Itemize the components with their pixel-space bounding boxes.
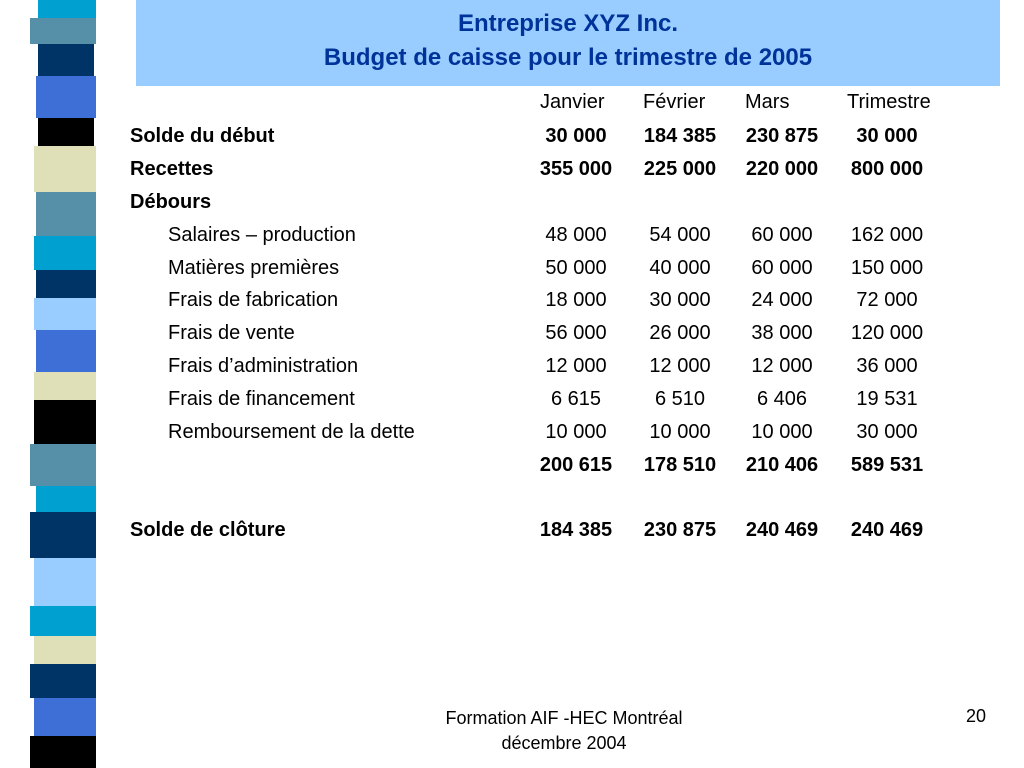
table-cell: 120 000 xyxy=(850,322,924,344)
table-cell: 162 000 xyxy=(850,224,924,246)
table-cell: 150 000 xyxy=(850,257,924,279)
slide-footer xyxy=(384,706,744,756)
table-cell: 10 000 xyxy=(545,421,607,443)
stripe-block xyxy=(30,512,96,558)
total-debours-cell: 210 406 xyxy=(745,454,819,476)
table-cell: 230 875 xyxy=(643,519,717,541)
row-label-salaires-production: Salaires – production xyxy=(168,224,356,246)
table-cell: 30 000 xyxy=(856,421,918,443)
stripe-block xyxy=(38,0,96,18)
stripe-block xyxy=(30,606,96,636)
table-cell: 18 000 xyxy=(545,289,607,311)
row-label-frais-vente: Frais de vente xyxy=(168,322,295,344)
table-cell: 10 000 xyxy=(751,421,813,443)
table-cell: 40 000 xyxy=(649,257,711,279)
stripe-block xyxy=(36,76,96,118)
page-number: 20 xyxy=(966,706,987,726)
table-cell: 12 000 xyxy=(649,355,711,377)
table-cell: 6 615 xyxy=(550,388,602,410)
table-cell: 26 000 xyxy=(649,322,711,344)
footer-organization: Formation AIF -HEC Montréal xyxy=(445,708,683,728)
table-cell: 184 385 xyxy=(539,519,613,541)
title-bar xyxy=(136,0,1000,86)
row-label-remboursement-dette: Remboursement de la dette xyxy=(168,421,415,443)
row-label-solde-cloture: Solde de clôture xyxy=(130,519,286,541)
table-cell: 48 000 xyxy=(545,224,607,246)
stripe-block xyxy=(34,636,96,664)
stripe-block xyxy=(34,236,96,270)
row-label-solde-debut: Solde du début xyxy=(130,125,275,147)
total-debours-cell: 589 531 xyxy=(850,454,924,476)
stripe-block xyxy=(34,372,96,400)
table-cell: 36 000 xyxy=(856,355,918,377)
stripe-block xyxy=(34,298,96,330)
row-label-recettes: Recettes xyxy=(130,158,214,180)
table-cell: 60 000 xyxy=(751,257,813,279)
table-cell: 800 000 xyxy=(850,158,924,180)
stripe-block xyxy=(36,270,96,298)
table-cell: 56 000 xyxy=(545,322,607,344)
stripe-block xyxy=(30,664,96,698)
table-cell: 60 000 xyxy=(751,224,813,246)
slide-subtitle: Budget de caisse pour le trimestre de 2005 xyxy=(323,44,813,71)
stripe-block xyxy=(34,146,96,192)
table-cell: 30 000 xyxy=(545,125,607,147)
stripe-block xyxy=(36,486,96,512)
table-cell: 30 000 xyxy=(649,289,711,311)
table-cell: 12 000 xyxy=(545,355,607,377)
column-header-mars: Mars xyxy=(745,91,790,113)
total-debours-cell: 178 510 xyxy=(643,454,717,476)
column-header-fevrier: Février xyxy=(643,91,706,113)
stripe-block xyxy=(36,192,96,236)
table-cell: 225 000 xyxy=(643,158,717,180)
stripe-block xyxy=(30,444,96,486)
column-header-janvier: Janvier xyxy=(540,91,605,113)
stripe-block xyxy=(34,400,96,444)
row-label-debours: Débours xyxy=(130,191,212,213)
stripe-block xyxy=(38,44,94,76)
stripe-block xyxy=(30,736,96,768)
table-cell: 19 531 xyxy=(856,388,918,410)
row-label-frais-financement: Frais de financement xyxy=(168,388,355,410)
table-cell: 50 000 xyxy=(545,257,607,279)
row-label-matieres-premieres: Matières premières xyxy=(168,257,340,279)
row-label-frais-administration: Frais d’administration xyxy=(168,355,359,377)
decorative-stripe-bar xyxy=(0,0,118,768)
table-cell: 54 000 xyxy=(649,224,711,246)
table-cell: 355 000 xyxy=(539,158,613,180)
stripe-block xyxy=(34,558,96,606)
table-cell: 6 510 xyxy=(654,388,706,410)
stripe-block xyxy=(38,118,94,146)
stripe-block xyxy=(30,18,96,44)
footer-date: décembre 2004 xyxy=(501,733,627,753)
slide-title: Entreprise XYZ Inc. xyxy=(457,10,679,37)
column-header-trimestre: Trimestre xyxy=(847,91,931,113)
table-cell: 24 000 xyxy=(751,289,813,311)
table-cell: 240 469 xyxy=(850,519,924,541)
table-cell: 230 875 xyxy=(745,125,819,147)
table-cell: 240 469 xyxy=(745,519,819,541)
table-cell: 38 000 xyxy=(751,322,813,344)
table-cell: 30 000 xyxy=(856,125,918,147)
stripe-block xyxy=(34,698,96,736)
stripe-block xyxy=(36,330,96,372)
table-cell: 12 000 xyxy=(751,355,813,377)
table-cell: 220 000 xyxy=(745,158,819,180)
table-cell: 72 000 xyxy=(856,289,918,311)
total-debours-cell: 200 615 xyxy=(539,454,613,476)
table-cell: 184 385 xyxy=(643,125,717,147)
table-cell: 6 406 xyxy=(756,388,808,410)
table-cell: 10 000 xyxy=(649,421,711,443)
row-label-frais-fabrication: Frais de fabrication xyxy=(168,289,339,311)
